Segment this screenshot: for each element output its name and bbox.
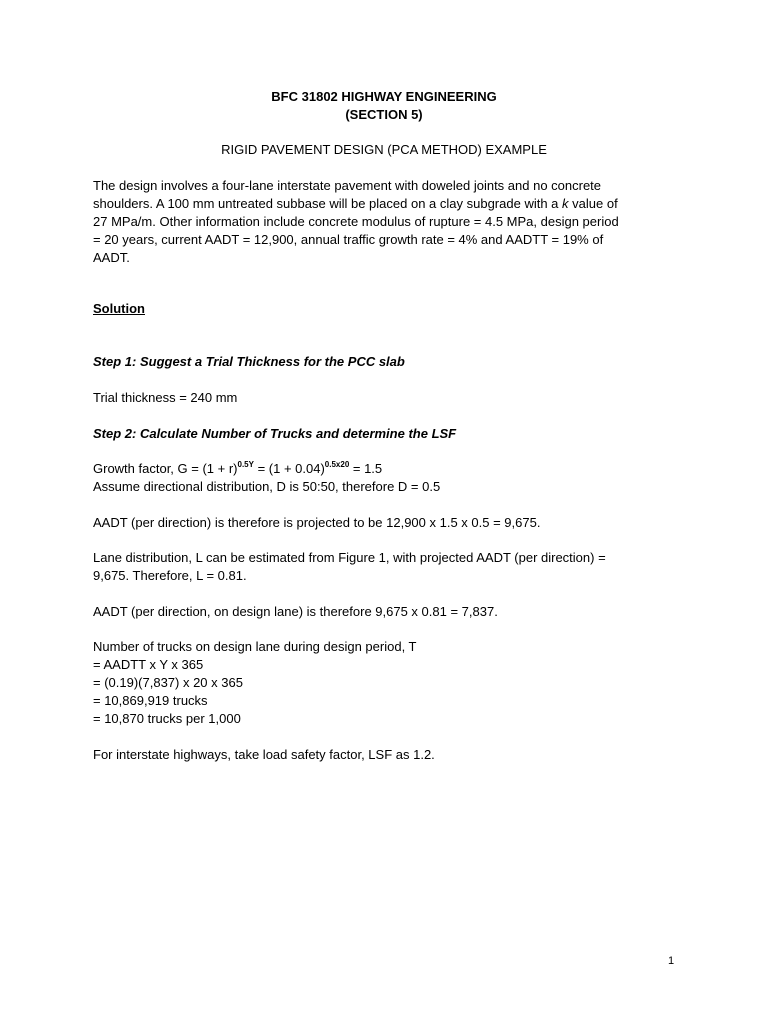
directional-distribution: Assume directional distribution, D is 50:50, therefore D = 0.5 [93, 479, 441, 494]
lane-distribution-line: Lane distribution, L can be estimated from Figure 1, with projected AADT (per direction) = [93, 550, 606, 565]
lane-distribution [93, 549, 683, 585]
lane-distribution-line: 9,675. Therefore, L = 0.81. [93, 568, 247, 583]
growth-text: = 1.5 [349, 461, 383, 476]
intro-text: value of [572, 196, 618, 211]
step1-heading: Step 1: Suggest a Trial Thickness for the PCC slab [93, 354, 405, 369]
growth-text: = (1 + 0.04) [253, 461, 325, 476]
growth-factor-line [93, 460, 683, 478]
intro-line: The design involves a four-lane interstate pavement with doweled joints and no concrete [93, 178, 602, 193]
intro-line: AADT. [93, 250, 130, 265]
aadt-design-lane: AADT (per direction, on design lane) is therefore 9,675 x 0.81 = 7,837. [93, 604, 498, 619]
intro-line [93, 195, 683, 213]
step2-heading: Step 2: Calculate Number of Trucks and determine the LSF [93, 426, 457, 441]
growth-text: Growth factor, G = (1 + r) [93, 461, 238, 476]
k-symbol: k [562, 196, 569, 211]
intro-line: 27 MPa/m. Other information include concrete modulus of rupture = 4.5 MPa, design period [93, 214, 619, 229]
growth-exponent: 0.5x20 [324, 460, 350, 469]
example-subtitle: RIGID PAVEMENT DESIGN (PCA METHOD) EXAMPLE [221, 142, 547, 157]
growth-exponent: 0.5Y [237, 460, 254, 469]
trial-thickness: Trial thickness = 240 mm [93, 390, 238, 405]
trucks-line: = 10,869,919 trucks [93, 693, 208, 708]
trucks-line: = 10,870 trucks per 1,000 [93, 711, 241, 726]
aadt-projected: AADT (per direction) is therefore is projected to be 12,900 x 1.5 x 0.5 = 9,675. [93, 515, 541, 530]
intro-paragraph [93, 177, 683, 267]
load-safety-factor: For interstate highways, take load safety factor, LSF as 1.2. [93, 747, 435, 762]
course-title: BFC 31802 HIGHWAY ENGINEERING [271, 89, 497, 104]
page-number: 1 [668, 955, 675, 967]
intro-text: shoulders. A 100 mm untreated subbase will be placed on a clay subgrade with a [93, 196, 559, 211]
intro-line: = 20 years, current AADT = 12,900, annual traffic growth rate = 4% and AADTT = 19% of [93, 232, 604, 247]
trucks-line: Number of trucks on design lane during design period, T [93, 639, 417, 654]
trucks-line: = AADTT x Y x 365 [93, 657, 204, 672]
trucks-calculation [93, 638, 683, 728]
section-label: (SECTION 5) [345, 107, 423, 122]
trucks-line: = (0.19)(7,837) x 20 x 365 [93, 675, 243, 690]
solution-heading: Solution [93, 301, 145, 316]
